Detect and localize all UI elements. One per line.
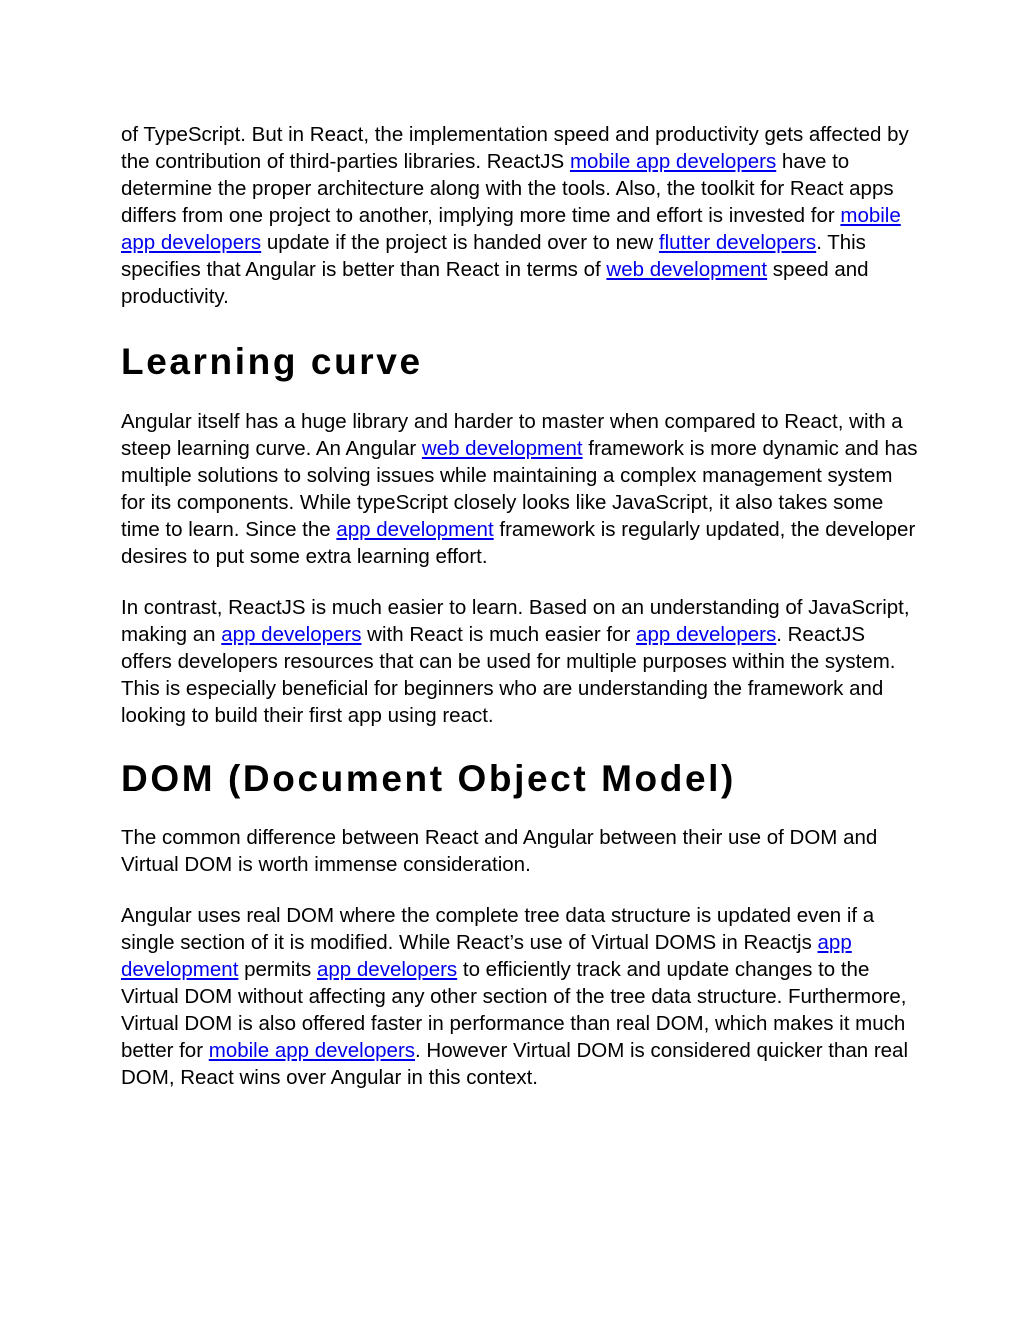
- text-run: Angular itself has a huge library and harder to master when compared to React, with a steep learning curve. An Angular: [121, 410, 903, 460]
- text-run: framework is more dynamic and has multiple solutions to solving issues while maintaining a complex management system for its components. While typeScript closely looks like JavaScript, it also takes some time to learn. Since the: [121, 437, 918, 541]
- inline-link[interactable]: mobile app developers: [121, 204, 901, 254]
- inline-link[interactable]: web development: [421, 437, 583, 460]
- text-run: update if the project is handed over to new: [261, 231, 659, 254]
- text-run: . ReactJS offers developers resources that can be used for multiple purposes within the system. This is especially beneficial for beginners who are understanding the framework and looking to build their first app using react.: [121, 623, 896, 727]
- inline-link[interactable]: app development: [121, 931, 852, 981]
- inline-link[interactable]: app developers: [636, 623, 777, 646]
- document-page: [121, 121, 921, 1091]
- intro-paragraph: [121, 121, 921, 310]
- inline-link[interactable]: app developers: [317, 958, 458, 981]
- text-run: . This specifies that Angular is better than React in terms of: [121, 231, 866, 281]
- inline-link[interactable]: app development: [336, 518, 494, 541]
- inline-link[interactable]: flutter developers: [658, 231, 817, 254]
- text-run: with React is much easier for: [361, 623, 637, 646]
- inline-link[interactable]: web development: [606, 258, 768, 281]
- learning-curve-paragraph-2: [121, 594, 921, 729]
- text-run: framework is regularly updated, the developer desires to put some extra learning effort.: [121, 518, 916, 568]
- dom-paragraph-2: [121, 902, 921, 1091]
- text-run: Angular uses real DOM where the complete tree data structure is updated even if a single section of it is modified. While React’s use of Virtual DOMS in Reactjs: [121, 904, 875, 954]
- learning-curve-paragraph-1: [121, 408, 921, 570]
- text-run: In contrast, ReactJS is much easier to learn. Based on an understanding of JavaScript, making an: [121, 596, 910, 646]
- inline-link[interactable]: mobile app developers: [569, 150, 777, 173]
- text-run: have to determine the proper architecture along with the tools. Also, the toolkit for React apps differs from one project to another, implying more time and effort is invested for: [121, 150, 894, 227]
- learning-curve-heading: Learning curve: [121, 341, 423, 382]
- text-run: . However Virtual DOM is considered quicker than real DOM, React wins over Angular in this context.: [121, 1039, 909, 1089]
- inline-link[interactable]: app developers: [221, 623, 362, 646]
- text-run: speed and productivity.: [121, 258, 869, 308]
- text-run: permits: [238, 958, 317, 981]
- dom-heading: DOM (Document Object Model): [121, 758, 736, 799]
- text-run: The common difference between React and Angular between their use of DOM and Virtual DOM is worth immense consideration.: [121, 826, 878, 876]
- text-run: to efficiently track and update changes to the Virtual DOM without affecting any other section of the tree data structure. Furthermore, Virtual DOM is also offered faster in performance than real DOM, which makes it much better for: [121, 958, 907, 1062]
- dom-paragraph-1: [121, 824, 921, 878]
- inline-link[interactable]: mobile app developers: [208, 1039, 416, 1062]
- text-run: of TypeScript. But in React, the implementation speed and productivity gets affected by the contribution of third-parties libraries. ReactJS: [121, 123, 909, 173]
